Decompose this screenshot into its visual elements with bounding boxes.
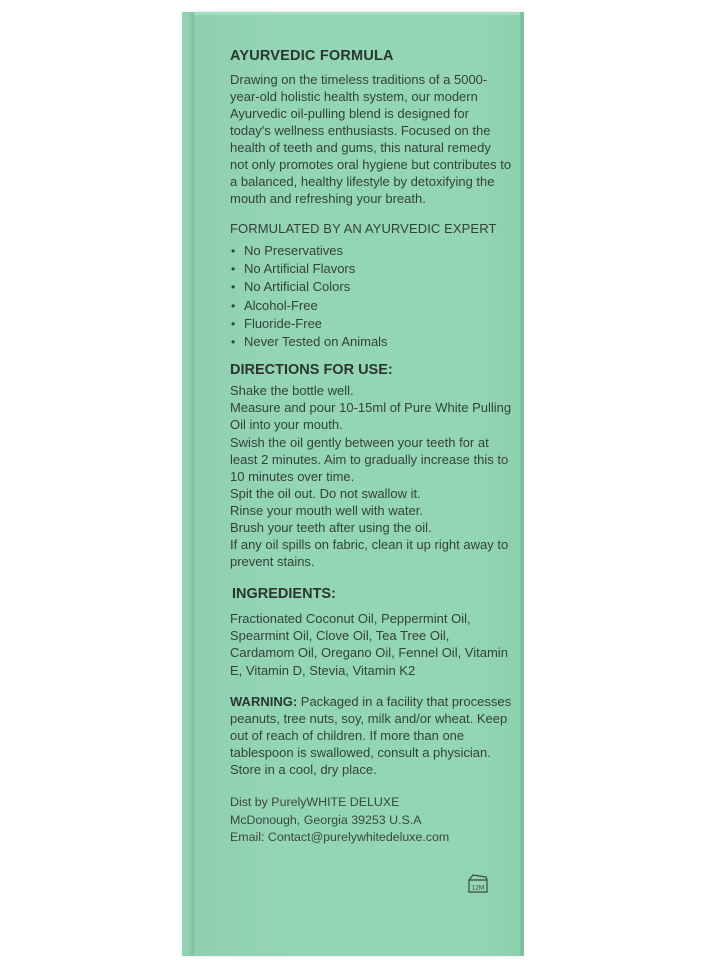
direction-step: Rinse your mouth well with water. [230, 502, 423, 518]
formulated-by-expert: FORMULATED BY AN AYURVEDIC EXPERT [230, 221, 497, 236]
ayurvedic-formula-heading: AYURVEDIC FORMULA [230, 48, 394, 64]
distributor-info [230, 794, 512, 846]
direction-step: Shake the bottle well. [230, 383, 354, 399]
feature-item: • No Artificial Flavors [230, 260, 512, 278]
direction-step: Brush your teeth after using the oil. [230, 519, 432, 535]
distributor-email: Email: Contact@purelywhitedeluxe.com [230, 829, 450, 844]
pao-label: 12M [471, 884, 485, 892]
ingredients-list: Fractionated Coconut Oil, Peppermint Oil, Spearmint Oil, Clove Oil, Tea Tree Oil, Cardamom Oil, Oregano Oil, Fennel Oil, Vitamin E, Vitamin D, Stevia, Vitamin K2 [230, 611, 508, 678]
feature-item: • No Artificial Colors [230, 278, 512, 296]
box-top-edge [194, 12, 524, 15]
distributor-name: Dist by PurelyWHITE DELUXE [230, 795, 400, 810]
package-text-content [230, 48, 512, 846]
box-right-edge [520, 12, 524, 956]
direction-step: Swish the oil gently between your teeth for at least 2 minutes. Aim to gradually increase this to 10 minutes over time. [230, 434, 509, 484]
period-after-opening-icon [466, 872, 490, 894]
warning-block [230, 693, 512, 778]
direction-step: Measure and pour 10-15ml of Pure White Pulling Oil into your mouth. [230, 400, 512, 433]
warning-text: Packaged in a facility that processes peanuts, tree nuts, soy, milk and/or wheat. Keep out of reach of children. If more than one tablespoon is swallowed, consult a physician. Store in a cool, dry place. [230, 693, 512, 777]
feature-item: • Alcohol-Free [230, 297, 512, 315]
distributor-address: McDonough, Georgia 39253 U.S.A [230, 812, 422, 827]
features-list [230, 242, 512, 351]
directions-heading: DIRECTIONS FOR USE: [230, 362, 393, 379]
ingredients-heading: INGREDIENTS: [232, 586, 336, 603]
intro-paragraph: Drawing on the timeless traditions of a 5000-year-old holistic health system, our modern Ayurvedic oil-pulling blend is designed for today's wellness enthusiasts. Focused on the health of teeth and gums, this natural remedy not only promotes oral hygiene but contributes to a balanced, healthy lifestyle by detoxifying the mouth and refreshing your breath. [230, 72, 512, 206]
feature-item: • No Preservatives [230, 242, 512, 260]
direction-step: Spit the oil out. Do not swallow it. [230, 485, 421, 501]
direction-step: If any oil spills on fabric, clean it up right away to prevent stains. [230, 537, 509, 570]
warning-label: WARNING: [230, 693, 298, 709]
feature-item: • Never Tested on Animals [230, 333, 512, 351]
feature-item: • Fluoride-Free [230, 315, 512, 333]
